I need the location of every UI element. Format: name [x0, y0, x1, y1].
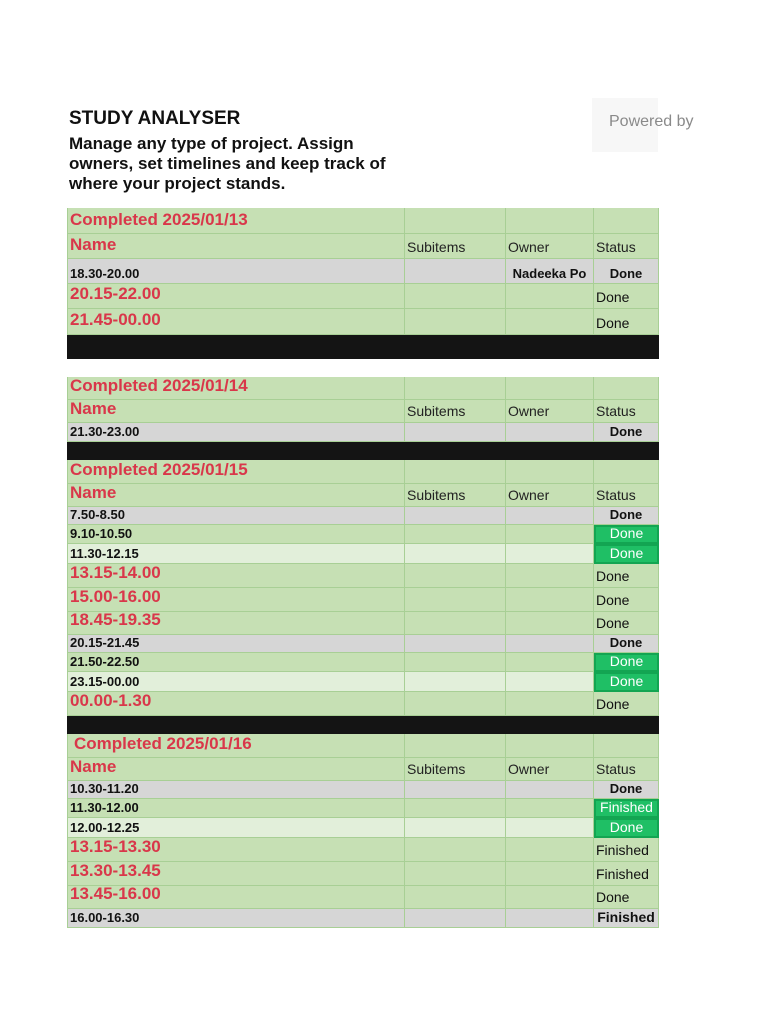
table-cell[interactable]	[67, 284, 405, 309]
column-owner-header: Owner	[508, 761, 550, 777]
table-cell[interactable]	[67, 838, 405, 862]
column-name-header: Name	[70, 757, 117, 776]
time-range: 13.15-14.00	[70, 563, 161, 582]
table-cell[interactable]	[594, 309, 659, 335]
table-cell[interactable]	[506, 259, 594, 284]
table-row[interactable]	[67, 818, 659, 838]
group-divider	[67, 335, 659, 359]
table-cell[interactable]	[506, 692, 594, 716]
table-cell[interactable]	[594, 672, 659, 692]
table-row[interactable]	[67, 259, 659, 284]
table-row[interactable]	[67, 838, 659, 862]
table-cell[interactable]	[405, 818, 506, 838]
table-cell[interactable]	[506, 507, 594, 525]
status-badge[interactable]: Done	[609, 781, 643, 796]
table-cell[interactable]	[506, 460, 594, 484]
table-cell[interactable]	[67, 734, 405, 758]
table-cell[interactable]	[506, 758, 594, 781]
column-status-header: Status	[596, 239, 636, 255]
status-badge[interactable]: Done	[609, 525, 644, 541]
status-badge[interactable]: Done	[596, 615, 630, 631]
table-cell[interactable]	[405, 234, 506, 259]
time-range: 20.15-21.45	[70, 635, 140, 650]
table-cell[interactable]	[594, 377, 659, 400]
time-range: 13.45-16.00	[70, 884, 161, 903]
table-cell[interactable]	[594, 758, 659, 781]
table-cell[interactable]	[67, 484, 405, 507]
table-cell[interactable]	[405, 564, 506, 588]
table-cell[interactable]	[67, 781, 405, 799]
table-cell[interactable]	[405, 588, 506, 612]
table-cell[interactable]	[405, 284, 506, 309]
table-cell[interactable]	[594, 781, 659, 799]
table-cell[interactable]	[594, 259, 659, 284]
table-cell[interactable]	[67, 909, 405, 928]
table-cell[interactable]	[594, 612, 659, 635]
table-cell[interactable]	[67, 862, 405, 886]
table-cell[interactable]	[594, 507, 659, 525]
table-cell[interactable]	[405, 507, 506, 525]
column-owner-header: Owner	[508, 403, 550, 419]
table-cell[interactable]	[405, 635, 506, 653]
table-cell[interactable]	[506, 588, 594, 612]
status-badge[interactable]: Done	[596, 315, 630, 331]
status-badge[interactable]: Done	[609, 507, 643, 522]
column-header-row	[67, 400, 659, 423]
table-cell[interactable]	[506, 818, 594, 838]
table-cell[interactable]	[506, 234, 594, 259]
table-cell[interactable]	[594, 544, 659, 564]
table-cell[interactable]	[506, 544, 594, 564]
table-cell[interactable]	[67, 259, 405, 284]
time-range: 18.45-19.35	[70, 610, 161, 629]
table-cell[interactable]	[405, 862, 506, 886]
table-cell[interactable]	[405, 672, 506, 692]
time-range: 16.00-16.30	[70, 910, 140, 925]
status-badge[interactable]: Done	[596, 889, 630, 905]
column-status-header: Status	[596, 403, 636, 419]
table-cell[interactable]	[506, 377, 594, 400]
table-cell[interactable]	[506, 734, 594, 758]
table-cell[interactable]	[67, 588, 405, 612]
column-owner-header: Owner	[508, 239, 550, 255]
status-badge[interactable]: Done	[609, 545, 644, 561]
table-cell[interactable]	[67, 564, 405, 588]
table-cell[interactable]	[67, 758, 405, 781]
table-cell[interactable]	[506, 781, 594, 799]
column-owner-header: Owner	[508, 487, 550, 503]
table-cell[interactable]	[405, 484, 506, 507]
table-cell[interactable]	[405, 525, 506, 544]
time-range: 11.30-12.15	[70, 546, 139, 561]
table-cell[interactable]	[405, 208, 506, 234]
table-cell[interactable]	[594, 460, 659, 484]
table-cell[interactable]	[405, 734, 506, 758]
powered-by-label: Powered by	[609, 113, 694, 130]
table-row[interactable]	[67, 284, 659, 309]
status-badge[interactable]: Done	[596, 592, 630, 608]
table-cell[interactable]	[405, 781, 506, 799]
status-badge[interactable]: Finished	[596, 842, 649, 858]
table-cell[interactable]	[594, 653, 659, 672]
table-cell[interactable]	[594, 564, 659, 588]
table-cell[interactable]	[506, 484, 594, 507]
table-cell[interactable]	[405, 259, 506, 284]
table-cell[interactable]	[594, 818, 659, 838]
table-row[interactable]	[67, 423, 659, 442]
time-range: 13.30-13.45	[70, 861, 161, 880]
table-cell[interactable]	[506, 862, 594, 886]
table-cell[interactable]	[506, 886, 594, 909]
column-name-header: Name	[70, 235, 117, 254]
table-cell[interactable]	[67, 525, 405, 544]
table-row[interactable]	[67, 612, 659, 635]
time-range: 00.00-1.30	[70, 691, 152, 710]
table-cell[interactable]	[594, 423, 659, 442]
table-cell[interactable]	[506, 564, 594, 588]
table-row[interactable]	[67, 799, 659, 818]
table-cell[interactable]	[405, 309, 506, 335]
table-row[interactable]	[67, 635, 659, 653]
table-cell[interactable]	[405, 838, 506, 862]
table-cell[interactable]	[506, 909, 594, 928]
table-cell[interactable]	[594, 799, 659, 818]
table-cell[interactable]	[405, 799, 506, 818]
table-cell[interactable]	[594, 909, 659, 928]
table-cell[interactable]	[594, 208, 659, 234]
time-range: 21.30-23.00	[70, 424, 140, 439]
table-cell[interactable]	[67, 692, 405, 716]
table-cell[interactable]	[67, 544, 405, 564]
status-badge[interactable]: Done	[609, 635, 643, 650]
table-cell[interactable]	[506, 612, 594, 635]
status-badge[interactable]: Done	[609, 673, 644, 689]
group-title: Completed 2025/01/13	[67, 208, 405, 234]
column-header-row	[67, 758, 659, 781]
table-cell[interactable]	[405, 653, 506, 672]
table-cell[interactable]	[67, 672, 405, 692]
table-cell[interactable]	[405, 758, 506, 781]
status-badge[interactable]: Done	[609, 424, 643, 439]
status-badge[interactable]: Done	[596, 568, 630, 584]
table-cell[interactable]	[405, 692, 506, 716]
table-row[interactable]	[67, 781, 659, 799]
table-row[interactable]	[67, 886, 659, 909]
table-cell[interactable]	[506, 284, 594, 309]
table-cell[interactable]	[67, 377, 405, 400]
table-cell[interactable]	[594, 588, 659, 612]
table-cell[interactable]	[506, 309, 594, 335]
group-header	[67, 208, 659, 234]
table-cell[interactable]	[405, 377, 506, 400]
table-cell[interactable]	[594, 284, 659, 309]
table-cell[interactable]	[67, 818, 405, 838]
column-header-row	[67, 234, 659, 259]
table-row[interactable]	[67, 692, 659, 716]
table-cell[interactable]	[594, 234, 659, 259]
table-row[interactable]	[67, 309, 659, 335]
table-row[interactable]	[67, 862, 659, 886]
status-badge[interactable]: Done	[596, 289, 630, 305]
column-status-header: Status	[596, 761, 636, 777]
table-row[interactable]	[67, 909, 659, 928]
table-row[interactable]	[67, 672, 659, 692]
time-range: 12.00-12.25	[70, 820, 140, 835]
group-title: Completed 2025/01/16	[74, 734, 252, 753]
page-title: STUDY ANALYSER	[69, 108, 241, 129]
table-cell[interactable]	[67, 799, 405, 818]
time-range: 7.50-8.50	[70, 507, 125, 522]
table-row[interactable]	[67, 525, 659, 544]
table-cell[interactable]	[594, 400, 659, 423]
column-header-row	[67, 484, 659, 507]
table-cell[interactable]	[67, 400, 405, 423]
table-cell[interactable]	[67, 460, 405, 484]
table-cell[interactable]	[506, 423, 594, 442]
column-subitems-header: Subitems	[407, 239, 466, 255]
status-badge[interactable]: Done	[596, 696, 630, 712]
table-cell[interactable]	[67, 423, 405, 442]
table-cell[interactable]	[594, 838, 659, 862]
table-cell[interactable]	[67, 309, 405, 335]
column-subitems-header: Subitems	[407, 761, 466, 777]
time-range: 21.45-00.00	[70, 310, 161, 329]
group-divider	[67, 442, 659, 460]
table-row[interactable]	[67, 507, 659, 525]
table-cell[interactable]	[506, 635, 594, 653]
table-cell[interactable]	[594, 635, 659, 653]
table-cell[interactable]	[594, 886, 659, 909]
status-badge[interactable]: Done	[609, 653, 644, 669]
status-badge[interactable]: Done	[609, 819, 644, 835]
table-row[interactable]	[67, 544, 659, 564]
table-cell[interactable]	[67, 886, 405, 909]
time-range: 18.30-20.00	[70, 266, 140, 281]
time-range: 21.50-22.50	[70, 654, 140, 669]
table-row[interactable]	[67, 564, 659, 588]
description-container	[69, 134, 409, 193]
table-cell[interactable]	[594, 525, 659, 544]
table-cell[interactable]	[506, 208, 594, 234]
group-divider	[67, 716, 659, 734]
table-cell[interactable]	[506, 838, 594, 862]
table-cell[interactable]	[405, 909, 506, 928]
table-cell[interactable]	[506, 653, 594, 672]
table-cell[interactable]	[67, 612, 405, 635]
time-range: 20.15-22.00	[70, 284, 161, 303]
status-badge[interactable]: Finished	[596, 866, 649, 882]
column-subitems-header: Subitems	[407, 487, 466, 503]
group-header	[67, 460, 659, 484]
time-range: 9.10-10.50	[70, 526, 133, 541]
group-title: Completed 2025/01/14	[70, 376, 248, 395]
status-badge[interactable]: Finished	[597, 909, 655, 925]
table-cell[interactable]	[506, 525, 594, 544]
time-range: 11.30-12.00	[70, 800, 139, 815]
table-cell[interactable]	[506, 672, 594, 692]
table-cell[interactable]	[594, 862, 659, 886]
powered-by-panel[interactable]	[592, 98, 694, 152]
group-title: Completed 2025/01/15	[70, 460, 248, 479]
table-row[interactable]	[67, 653, 659, 672]
column-name-header: Name	[70, 483, 117, 502]
table-cell[interactable]	[405, 460, 506, 484]
table-cell[interactable]	[506, 400, 594, 423]
table-cell[interactable]	[67, 234, 405, 259]
table-cell[interactable]	[67, 653, 405, 672]
time-range: 13.15-13.30	[70, 837, 161, 856]
table-cell[interactable]	[67, 635, 405, 653]
column-subitems-header: Subitems	[407, 403, 466, 419]
table-cell[interactable]	[405, 886, 506, 909]
status-badge[interactable]: Finished	[600, 799, 653, 815]
group-header	[67, 734, 659, 758]
table-cell[interactable]	[67, 507, 405, 525]
table-cell[interactable]	[594, 734, 659, 758]
status-badge[interactable]: Done	[609, 266, 643, 281]
time-range: 23.15-00.00	[70, 674, 140, 689]
table-cell[interactable]	[405, 544, 506, 564]
table-row[interactable]	[67, 588, 659, 612]
column-name-header: Name	[70, 399, 117, 418]
group-header	[67, 377, 659, 400]
table-cell[interactable]	[405, 400, 506, 423]
time-range: 10.30-11.20	[70, 781, 139, 796]
table-cell[interactable]	[506, 799, 594, 818]
page-description: Manage any type of project. Assign owners, set timelines and keep track of where your project stands.	[69, 134, 386, 193]
column-status-header: Status	[596, 487, 636, 503]
table-cell[interactable]	[594, 692, 659, 716]
owner-name[interactable]: Nadeeka Po	[512, 266, 587, 281]
table-cell[interactable]	[594, 484, 659, 507]
time-range: 15.00-16.00	[70, 587, 161, 606]
table-cell[interactable]	[405, 612, 506, 635]
table-cell[interactable]	[405, 423, 506, 442]
